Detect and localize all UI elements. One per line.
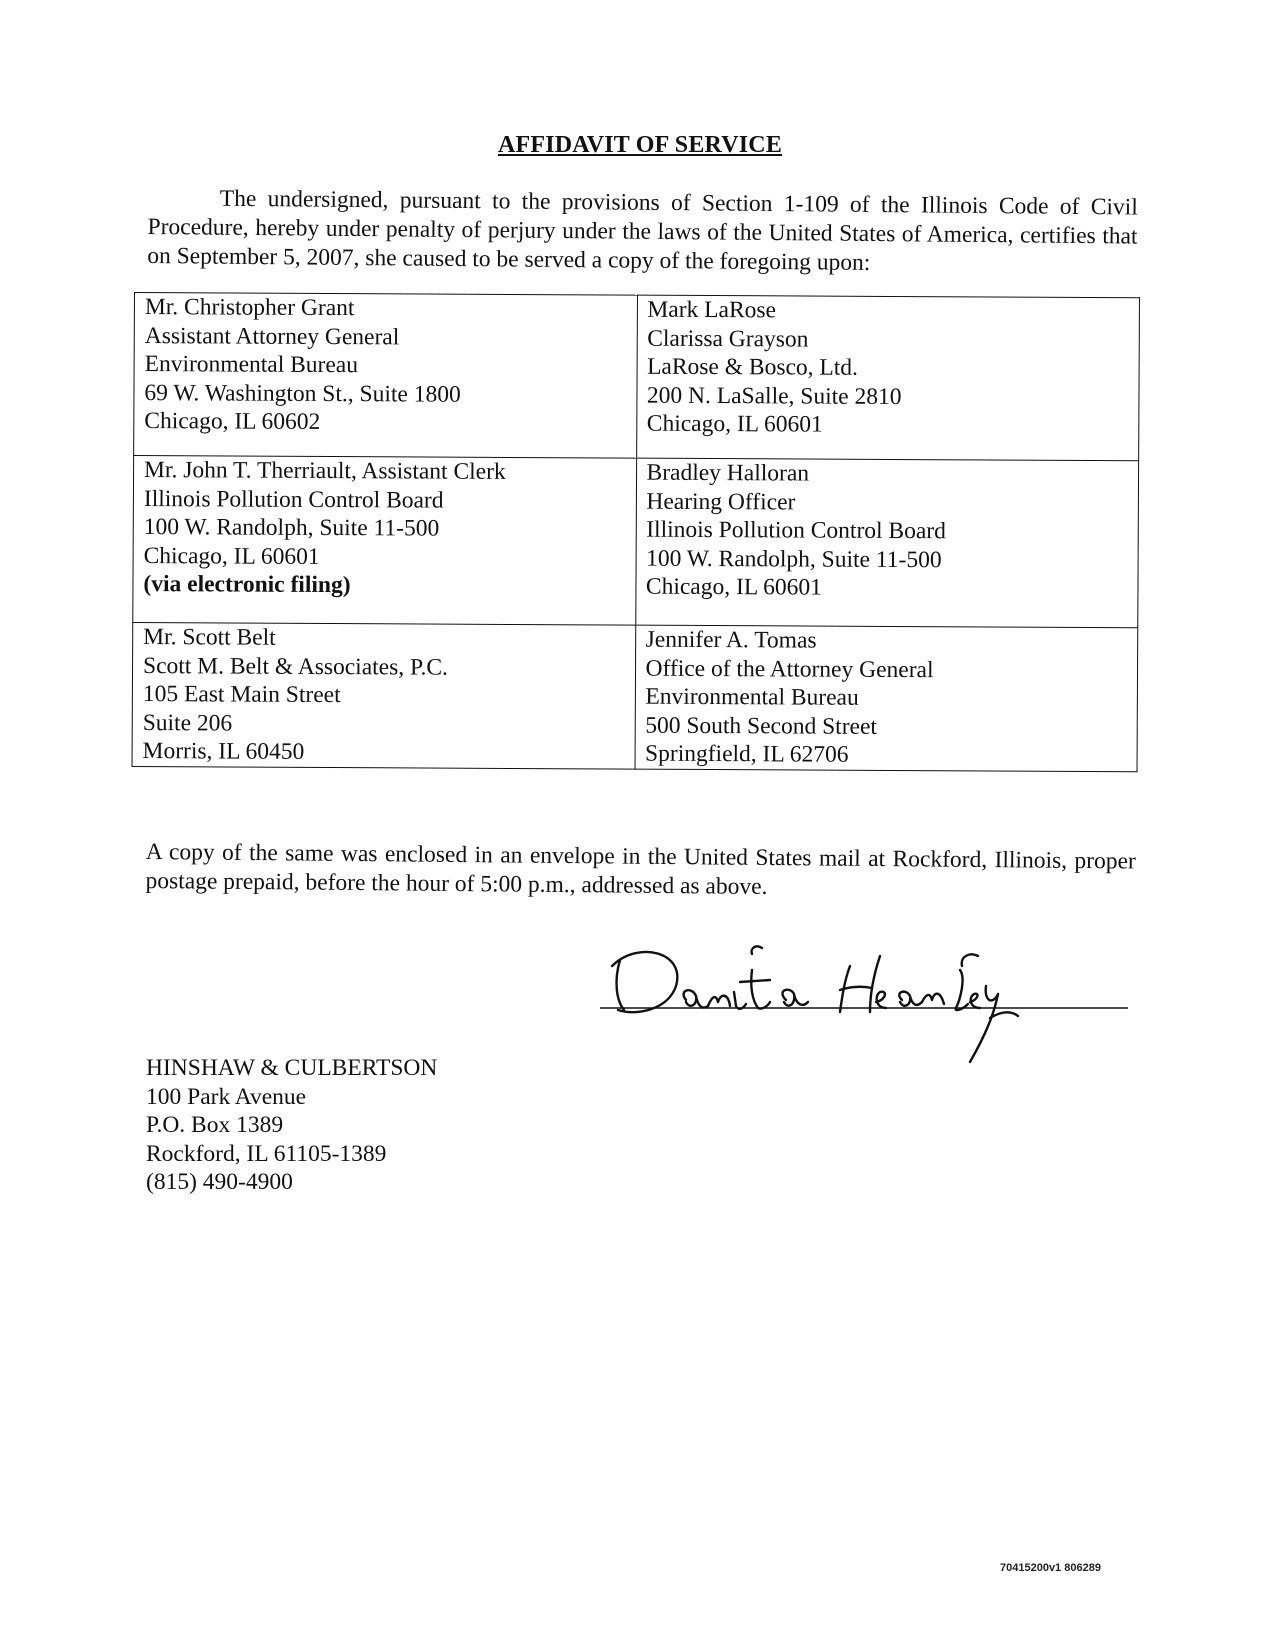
recipient-line: LaRose & Bosco, Ltd.: [647, 353, 859, 381]
service-recipient-cell: [133, 456, 636, 626]
recipient-line: Mark LaRose: [647, 296, 777, 324]
document-number: 70415200v1 806289: [1000, 1562, 1101, 1574]
service-recipient-cell: [636, 295, 1139, 461]
recipient-line: Springfield, IL 62706: [645, 740, 849, 768]
recipient-line: Bradley Halloran: [646, 459, 810, 487]
recipient-line: Chicago, IL 60601: [645, 573, 823, 601]
table-row: [132, 622, 1138, 771]
service-list-table: [132, 292, 1140, 772]
firm-po-box: P.O. Box 1389: [146, 1112, 284, 1138]
recipient-line: 500 South Second Street: [645, 712, 878, 740]
table-row: [134, 293, 1140, 461]
signature: [590, 930, 1130, 1070]
service-recipient-cell: [635, 625, 1138, 771]
recipient-line: Jennifer A. Tomas: [645, 626, 817, 654]
recipient-line: Suite 206: [142, 709, 233, 737]
recipient-line: 100 W. Randolph, Suite 11-500: [143, 514, 440, 542]
firm-address-block: [146, 1054, 437, 1197]
firm-street: 100 Park Avenue: [146, 1083, 307, 1110]
mailing-paragraph: A copy of the same was enclosed in an envelope in the United States mail at Rockford, Illinois, proper postage prepaid, before the hour of 5:00 p.m., addressed as above.: [145, 838, 1136, 900]
recipient-line: Clarissa Grayson: [647, 325, 809, 353]
recipient-line: Chicago, IL 60601: [143, 542, 320, 570]
service-recipient-cell: [635, 458, 1138, 628]
recipient-line: Illinois Pollution Control Board: [143, 485, 444, 514]
service-recipient-cell: [132, 622, 635, 768]
table-row: [133, 456, 1139, 628]
recipient-line: Mr. John T. Therriault, Assistant Clerk: [143, 457, 506, 485]
recipient-line: Assistant Attorney General: [144, 322, 400, 350]
recipient-line: Hearing Officer: [646, 488, 796, 515]
document-title: AFFIDAVIT OF SERVICE: [497, 132, 783, 158]
recipient-line: Environmental Bureau: [645, 683, 859, 711]
firm-name: HINSHAW & CULBERTSON: [146, 1055, 438, 1081]
recipient-line: Mr. Christopher Grant: [144, 294, 355, 322]
recipient-line: Environmental Bureau: [144, 351, 359, 379]
recipient-line: 100 W. Randolph, Suite 11-500: [646, 545, 942, 573]
firm-phone: (815) 490-4900: [146, 1169, 293, 1195]
recipient-line: Scott M. Belt & Associates, P.C.: [142, 652, 448, 681]
recipient-line: 105 East Main Street: [142, 681, 341, 709]
recipient-line: Office of the Attorney General: [645, 655, 934, 683]
recipient-line: Illinois Pollution Control Board: [646, 516, 946, 545]
service-recipient-cell: [134, 293, 637, 459]
recipient-line: 69 W. Washington St., Suite 1800: [144, 379, 461, 408]
recipient-line: Morris, IL 60450: [142, 738, 305, 765]
signature-handwriting: [612, 946, 1018, 1062]
intro-paragraph: The undersigned, pursuant to the provisions of Section 1-109 of the Illinois Code of Civil Procedure, hereby under penalty of perjury under the laws of the United States of America, certifies that on September 5, 2007, she caused to be served a copy of the foregoing upon:: [147, 185, 1138, 276]
recipient-line: 200 N. LaSalle, Suite 2810: [646, 382, 902, 410]
recipient-line: Chicago, IL 60602: [144, 408, 321, 435]
electronic-filing-note: (via electronic filing): [143, 571, 351, 599]
recipient-line: Chicago, IL 60601: [646, 410, 823, 438]
recipient-line: Mr. Scott Belt: [143, 624, 276, 651]
firm-city: Rockford, IL 61105-1389: [146, 1140, 387, 1167]
